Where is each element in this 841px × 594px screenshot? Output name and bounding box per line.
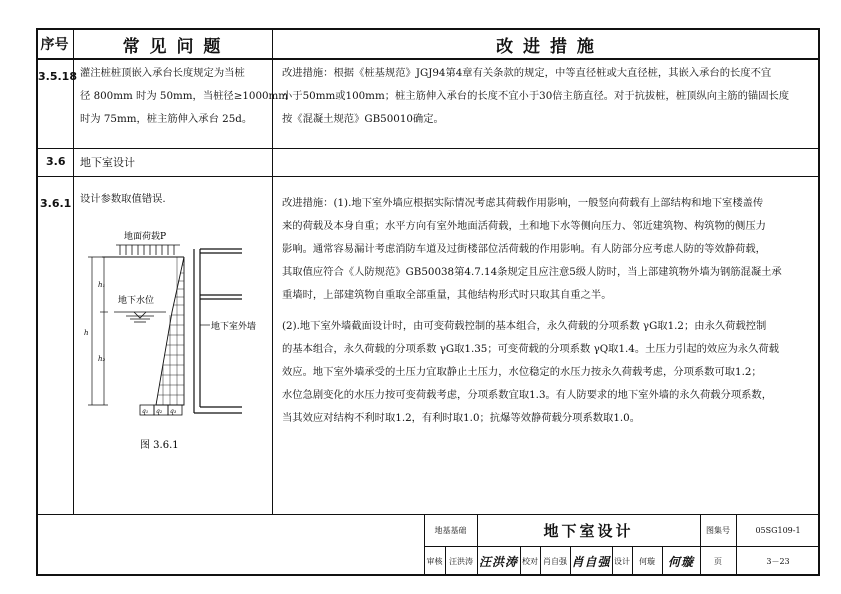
measure-line: 按《混凝土规范》GB50010确定。: [282, 113, 444, 125]
tb-page-label: 页: [714, 556, 722, 566]
issue-line: 灌注桩桩顶嵌入承台长度规定为当桩: [80, 67, 245, 79]
basement-wall-label: 地下室外墙: [211, 322, 257, 332]
tb-designer: 何璇: [639, 556, 655, 566]
measure-line: 小于50mm或100mm；桩主筋伸入承台的长度不宜小于30倍主筋直径。对于抗拔桩，桩顶纵向主筋的锚固长度: [282, 90, 790, 102]
water-level-label: 地下水位: [118, 296, 155, 306]
issue-line: 径 800mm 时为 50mm，当桩径≥1000mm: [80, 90, 289, 102]
measure-line: 效应。地下室外墙承受的土压力宜取静止土压力，水位稳定的水压力按永久荷载考虑，分项系数可取1.2；: [282, 366, 762, 378]
measure-line: 的基本组合，永久荷载的分项系数 γG取1.35；可变荷载的分项系数 γQ取1.4。土压力引起的效应为永久荷载: [282, 343, 779, 355]
dim-h2: h₂: [98, 355, 106, 363]
measure-line: 其取值应符合《人防规范》GB50038第4.7.14条规定且应注意5级人防时，当上部建筑物外墙为钢筋混凝土承: [282, 266, 782, 278]
tb-checker-signature: 肖自强: [571, 554, 611, 569]
row-divider-1: [36, 148, 820, 149]
header-divider: [36, 58, 820, 60]
measure-line: 影响。通常容易漏计考虑消防车道及过街楼部位活荷载的作用影响。有人防部分应考虑人防的等效静荷载，: [282, 243, 766, 255]
tb-design-label: 设计: [614, 556, 630, 566]
tb-atlas-label: 图集号: [706, 525, 730, 535]
measure-line: 重墙时，上部建筑物自重取全部重量，其他结构形式时只取其自重之半。: [282, 289, 612, 301]
tb-atlas-no: 05SG109-1: [755, 525, 801, 535]
q3-label: q₃: [170, 408, 177, 415]
row-no-3-5-18: 3.5.18: [38, 70, 77, 83]
tb-review-label: 审核: [426, 556, 443, 566]
row-no-3-6: 3.6: [46, 155, 66, 168]
tb-reviewer-signature: 汪洪涛: [478, 554, 518, 569]
tb-checker: 肖自强: [543, 556, 567, 566]
dim-h: h: [84, 329, 89, 337]
figure-3-6-1: [74, 215, 270, 455]
pressure-hatching: [158, 257, 184, 405]
tb-check-label: 校对: [522, 556, 538, 566]
measure-line: (2).地下室外墙截面设计时，由可变荷载控制的基本组合，永久荷载的分项系数 γG取1.2；由永久荷载控制: [282, 320, 767, 332]
tb-page-no: 3－23: [766, 556, 790, 566]
section-title: 地下室设计: [80, 156, 135, 169]
tb-category: 地基基础: [434, 525, 467, 535]
q2-label: q₂: [156, 408, 163, 415]
issue-text: 设计参数取值错误.: [80, 193, 166, 205]
tb-title: 地下室设计: [543, 521, 634, 540]
measure-line: 改进措施：(1).地下室外墙应根据实际情况考虑其荷载作用影响，一般竖向荷载有上部结构和地下室楼盖传: [282, 197, 764, 209]
ground-load-label: 地面荷载P: [124, 232, 167, 242]
dimension-lines: [88, 257, 108, 405]
measure-line: 当其效应对结构不利时取1.2，有利时取1.0；抗爆等效静荷载分项系数取1.0。: [282, 412, 641, 424]
row-divider-2: [36, 176, 820, 177]
tb-reviewer: 汪洪涛: [449, 556, 473, 566]
q1-label: q₁: [142, 408, 149, 415]
row-no-3-6-1: 3.6.1: [40, 197, 72, 210]
figure-caption: 图 3.6.1: [140, 440, 179, 451]
ground-load-arrows: [116, 245, 180, 255]
header-issue: 常 见 问 题: [122, 36, 223, 57]
measure-line: 改进措施：根据《桩基规范》JGJ94第4章有关条款的规定，中等直径桩或大直径桩，其嵌入承台的长度不宜: [282, 67, 772, 79]
water-level-symbol: [114, 312, 166, 322]
measure-line: 水位急剧变化的水压力按可变荷载考虑，分项系数宜取1.3。有人防要求的地下室外墙的永久荷载分项系数，: [282, 389, 773, 401]
tb-designer-signature: 何璇: [667, 554, 694, 569]
issue-line: 时为 75mm，桩主筋伸入承台 25d。: [80, 113, 253, 125]
header-no: 序号: [40, 37, 69, 53]
header-measure: 改 进 措 施: [496, 36, 596, 57]
measure-line: 来的荷载及本身自重；水平方向有室外地面活荷载，土和地下水等侧向压力、邻近建筑物、构筑物的侧压力: [282, 220, 766, 232]
dim-h1: h₁: [98, 281, 106, 289]
